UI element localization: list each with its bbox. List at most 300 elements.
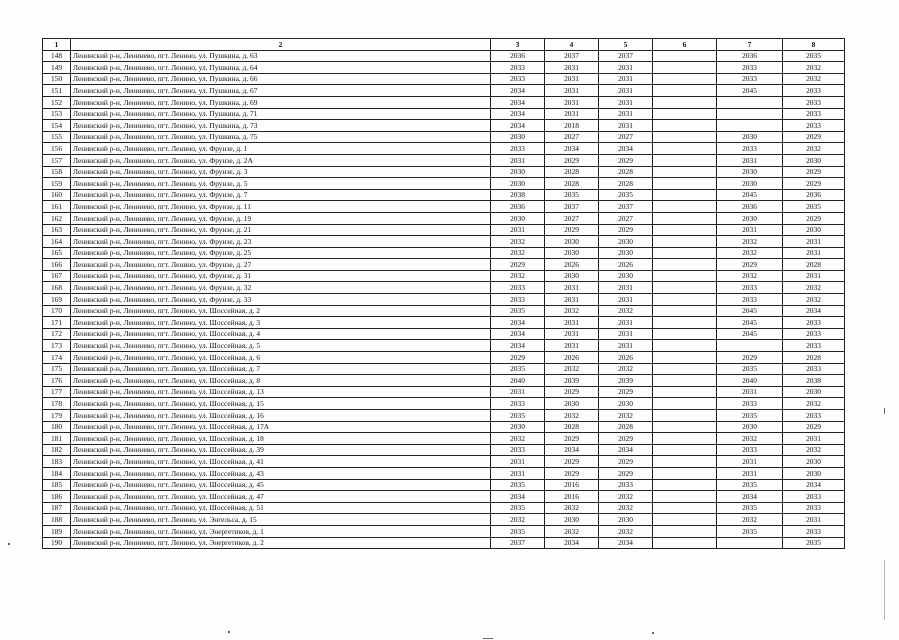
table-row xyxy=(43,73,845,85)
scan-speck xyxy=(652,632,654,634)
col7-cell: 2029 xyxy=(717,352,783,364)
col4-cell: 2031 xyxy=(545,317,599,329)
col8-cell: 2032 xyxy=(783,444,845,456)
table-row xyxy=(43,178,845,190)
col6-cell xyxy=(653,305,717,317)
col8-cell: 2029 xyxy=(783,212,845,224)
address-cell: Ленинский р-н, Ленинево, пгт. Ленино, ул. Шоссейная, д. 17А xyxy=(71,421,491,433)
row-number-cell: 149 xyxy=(43,62,71,74)
col4-cell: 2028 xyxy=(545,166,599,178)
col3-cell: 2032 xyxy=(491,514,545,526)
col7-cell: 2033 xyxy=(717,294,783,306)
col7-cell: 2029 xyxy=(717,259,783,271)
col4-cell: 2028 xyxy=(545,178,599,190)
col3-cell: 2030 xyxy=(491,212,545,224)
col6-cell xyxy=(653,178,717,190)
table-row xyxy=(43,224,845,236)
address-cell: Ленинский р-н, Ленинево, пгт. Ленино, ул. Шоссейная, д. 2 xyxy=(71,305,491,317)
col5-cell: 2031 xyxy=(599,317,653,329)
col8-cell: 2031 xyxy=(783,270,845,282)
col8-cell: 2030 xyxy=(783,224,845,236)
col7-cell: 2034 xyxy=(717,491,783,503)
col8-cell: 2030 xyxy=(783,467,845,479)
address-cell: Ленинский р-н, Ленинево, пгт. Ленино, ул. Пушкина, д. 69 xyxy=(71,96,491,108)
col7-cell xyxy=(717,108,783,120)
col5-cell: 2029 xyxy=(599,386,653,398)
column-header-5: 5 xyxy=(599,39,653,51)
table-row xyxy=(43,444,845,456)
table-row xyxy=(43,270,845,282)
col4-cell: 2037 xyxy=(545,50,599,62)
col5-cell: 2027 xyxy=(599,212,653,224)
col3-cell: 2029 xyxy=(491,259,545,271)
col3-cell: 2035 xyxy=(491,305,545,317)
col3-cell: 2038 xyxy=(491,189,545,201)
col6-cell xyxy=(653,201,717,213)
scan-mark xyxy=(483,638,493,639)
table-row xyxy=(43,386,845,398)
col8-cell: 2031 xyxy=(783,514,845,526)
table-row xyxy=(43,282,845,294)
col4-cell: 2029 xyxy=(545,467,599,479)
address-cell: Ленинский р-н, Ленинево, пгт. Ленино, ул. Шоссейная, д. 3 xyxy=(71,317,491,329)
col8-cell: 2035 xyxy=(783,50,845,62)
address-cell: Ленинский р-н, Ленинево, пгт. Ленино, ул. Фрунзе, д. 27 xyxy=(71,259,491,271)
col6-cell xyxy=(653,85,717,97)
col4-cell: 2030 xyxy=(545,514,599,526)
col7-cell: 2031 xyxy=(717,224,783,236)
row-number-cell: 189 xyxy=(43,525,71,537)
table-row xyxy=(43,502,845,514)
col5-cell: 2031 xyxy=(599,96,653,108)
address-cell: Ленинский р-н, Ленинево, пгт. Ленино, ул. Пушкина, д. 63 xyxy=(71,50,491,62)
col4-cell: 2031 xyxy=(545,73,599,85)
col8-cell: 2034 xyxy=(783,479,845,491)
address-cell: Ленинский р-н, Ленинево, пгт. Ленино, ул. Энгельса, д. 15 xyxy=(71,514,491,526)
col3-cell: 2036 xyxy=(491,50,545,62)
row-number-cell: 160 xyxy=(43,189,71,201)
col7-cell: 2045 xyxy=(717,317,783,329)
table-row xyxy=(43,317,845,329)
col8-cell: 2033 xyxy=(783,363,845,375)
col3-cell: 2033 xyxy=(491,294,545,306)
col7-cell: 2036 xyxy=(717,50,783,62)
col7-cell: 2030 xyxy=(717,166,783,178)
col8-cell: 2029 xyxy=(783,421,845,433)
col3-cell: 2031 xyxy=(491,224,545,236)
address-cell: Ленинский р-н, Ленинево, пгт. Ленино, ул. Шоссейная, д. 43 xyxy=(71,467,491,479)
table-row xyxy=(43,305,845,317)
col6-cell xyxy=(653,189,717,201)
address-cell: Ленинский р-н, Ленинево, пгт. Ленино, ул. Энергетиков, д. 2 xyxy=(71,537,491,549)
table-row xyxy=(43,189,845,201)
col3-cell: 2033 xyxy=(491,398,545,410)
col7-cell xyxy=(717,120,783,132)
col7-cell: 2045 xyxy=(717,189,783,201)
address-cell: Ленинский р-н, Ленинево, пгт. Ленино, ул. Фрунзе, д. 23 xyxy=(71,236,491,248)
col6-cell xyxy=(653,73,717,85)
row-number-cell: 181 xyxy=(43,433,71,445)
col6-cell xyxy=(653,514,717,526)
col5-cell: 2027 xyxy=(599,131,653,143)
col7-cell: 2035 xyxy=(717,410,783,422)
col3-cell: 2031 xyxy=(491,467,545,479)
col6-cell xyxy=(653,236,717,248)
col3-cell: 2033 xyxy=(491,282,545,294)
address-cell: Ленинский р-н, Ленинево, пгт. Ленино, ул. Пушкина, д. 66 xyxy=(71,73,491,85)
address-cell: Ленинский р-н, Ленинево, пгт. Ленино, ул. Пушкина, д. 64 xyxy=(71,62,491,74)
col3-cell: 2034 xyxy=(491,120,545,132)
row-number-cell: 173 xyxy=(43,340,71,352)
col7-cell: 2035 xyxy=(717,479,783,491)
col8-cell: 2032 xyxy=(783,398,845,410)
table-row xyxy=(43,456,845,468)
address-cell: Ленинский р-н, Ленинево, пгт. Ленино, ул. Шоссейная, д. 4 xyxy=(71,328,491,340)
col3-cell: 2033 xyxy=(491,143,545,155)
col4-cell: 2016 xyxy=(545,491,599,503)
col3-cell: 2032 xyxy=(491,270,545,282)
col6-cell xyxy=(653,433,717,445)
col5-cell: 2029 xyxy=(599,467,653,479)
col5-cell: 2030 xyxy=(599,236,653,248)
col3-cell: 2030 xyxy=(491,131,545,143)
col5-cell: 2028 xyxy=(599,166,653,178)
col3-cell: 2037 xyxy=(491,537,545,549)
col8-cell: 2033 xyxy=(783,317,845,329)
col6-cell xyxy=(653,502,717,514)
row-number-cell: 175 xyxy=(43,363,71,375)
col3-cell: 2033 xyxy=(491,73,545,85)
col3-cell: 2033 xyxy=(491,62,545,74)
column-header-1: 1 xyxy=(43,39,71,51)
col4-cell: 2034 xyxy=(545,143,599,155)
address-cell: Ленинский р-н, Ленинево, пгт. Ленино, ул. Фрунзе, д. 2А xyxy=(71,154,491,166)
col8-cell: 2033 xyxy=(783,491,845,503)
col5-cell: 2034 xyxy=(599,444,653,456)
col7-cell: 2032 xyxy=(717,247,783,259)
row-number-cell: 177 xyxy=(43,386,71,398)
row-number-cell: 184 xyxy=(43,467,71,479)
address-cell: Ленинский р-н, Ленинево, пгт. Ленино, ул. Фрунзе, д. 21 xyxy=(71,224,491,236)
address-cell: Ленинский р-н, Ленинево, пгт. Ленино, ул. Шоссейная, д. 7 xyxy=(71,363,491,375)
col5-cell: 2034 xyxy=(599,143,653,155)
address-cell: Ленинский р-н, Ленинево, пгт. Ленино, ул. Шоссейная, д. 51 xyxy=(71,502,491,514)
col5-cell: 2032 xyxy=(599,502,653,514)
col7-cell: 2032 xyxy=(717,433,783,445)
col3-cell: 2029 xyxy=(491,352,545,364)
row-number-cell: 158 xyxy=(43,166,71,178)
col3-cell: 2035 xyxy=(491,410,545,422)
address-cell: Ленинский р-н, Ленинево, пгт. Ленино, ул. Шоссейная, д. 18 xyxy=(71,433,491,445)
row-number-cell: 151 xyxy=(43,85,71,97)
table-row xyxy=(43,259,845,271)
row-number-cell: 161 xyxy=(43,201,71,213)
address-cell: Ленинский р-н, Ленинево, пгт. Ленино, ул. Пушкина, д. 71 xyxy=(71,108,491,120)
col6-cell xyxy=(653,363,717,375)
col5-cell: 2030 xyxy=(599,398,653,410)
col4-cell: 2027 xyxy=(545,131,599,143)
col8-cell: 2033 xyxy=(783,96,845,108)
col6-cell xyxy=(653,294,717,306)
col8-cell: 2029 xyxy=(783,131,845,143)
col7-cell: 2030 xyxy=(717,212,783,224)
table-row xyxy=(43,131,845,143)
col4-cell: 2016 xyxy=(545,479,599,491)
row-number-cell: 178 xyxy=(43,398,71,410)
col4-cell: 2030 xyxy=(545,236,599,248)
row-number-cell: 171 xyxy=(43,317,71,329)
col7-cell: 2032 xyxy=(717,514,783,526)
col3-cell: 2034 xyxy=(491,328,545,340)
col3-cell: 2030 xyxy=(491,421,545,433)
col4-cell: 2032 xyxy=(545,410,599,422)
scan-speck xyxy=(228,631,230,633)
col5-cell: 2032 xyxy=(599,491,653,503)
row-number-cell: 186 xyxy=(43,491,71,503)
col4-cell: 2032 xyxy=(545,502,599,514)
address-cell: Ленинский р-н, Ленинево, пгт. Ленино, ул. Фрунзе, д. 25 xyxy=(71,247,491,259)
col6-cell xyxy=(653,247,717,259)
col6-cell xyxy=(653,375,717,387)
address-cell: Ленинский р-н, Ленинево, пгт. Ленино, ул. Фрунзе, д. 3 xyxy=(71,166,491,178)
col6-cell xyxy=(653,270,717,282)
col4-cell: 2032 xyxy=(545,363,599,375)
table-row xyxy=(43,375,845,387)
col6-cell xyxy=(653,317,717,329)
col8-cell: 2031 xyxy=(783,433,845,445)
address-cell: Ленинский р-н, Ленинево, пгт. Ленино, ул. Шоссейная, д. 45 xyxy=(71,479,491,491)
col4-cell: 2037 xyxy=(545,201,599,213)
col6-cell xyxy=(653,444,717,456)
col8-cell: 2033 xyxy=(783,502,845,514)
col6-cell xyxy=(653,62,717,74)
col3-cell: 2036 xyxy=(491,201,545,213)
col7-cell: 2033 xyxy=(717,143,783,155)
col3-cell: 2034 xyxy=(491,317,545,329)
col8-cell: 2029 xyxy=(783,166,845,178)
col7-cell: 2033 xyxy=(717,62,783,74)
address-cell: Ленинский р-н, Ленинево, пгт. Ленино, ул. Пушкина, д. 67 xyxy=(71,85,491,97)
col7-cell: 2032 xyxy=(717,236,783,248)
col6-cell xyxy=(653,525,717,537)
col7-cell: 2031 xyxy=(717,467,783,479)
col8-cell: 2032 xyxy=(783,282,845,294)
col3-cell: 2034 xyxy=(491,491,545,503)
row-number-cell: 170 xyxy=(43,305,71,317)
column-header-4: 4 xyxy=(545,39,599,51)
col6-cell xyxy=(653,398,717,410)
table-row xyxy=(43,421,845,433)
col4-cell: 2034 xyxy=(545,537,599,549)
row-number-cell: 168 xyxy=(43,282,71,294)
col7-cell: 2035 xyxy=(717,525,783,537)
col3-cell: 2031 xyxy=(491,386,545,398)
table-body xyxy=(43,50,845,549)
col8-cell: 2033 xyxy=(783,340,845,352)
col6-cell xyxy=(653,224,717,236)
row-number-cell: 156 xyxy=(43,143,71,155)
col6-cell xyxy=(653,154,717,166)
col8-cell: 2031 xyxy=(783,247,845,259)
col7-cell: 2030 xyxy=(717,178,783,190)
col6-cell xyxy=(653,340,717,352)
col8-cell: 2038 xyxy=(783,375,845,387)
address-cell: Ленинский р-н, Ленинево, пгт. Ленино, ул. Шоссейная, д. 39 xyxy=(71,444,491,456)
table-row xyxy=(43,247,845,259)
col8-cell: 2033 xyxy=(783,328,845,340)
col8-cell: 2029 xyxy=(783,178,845,190)
col3-cell: 2032 xyxy=(491,433,545,445)
row-number-cell: 165 xyxy=(43,247,71,259)
col7-cell: 2040 xyxy=(717,375,783,387)
column-header-8: 8 xyxy=(783,39,845,51)
col4-cell: 2026 xyxy=(545,352,599,364)
col8-cell: 2032 xyxy=(783,294,845,306)
scan-edge-mark xyxy=(884,408,885,414)
col8-cell: 2028 xyxy=(783,352,845,364)
col4-cell: 2039 xyxy=(545,375,599,387)
row-number-cell: 190 xyxy=(43,537,71,549)
row-number-cell: 155 xyxy=(43,131,71,143)
col5-cell: 2037 xyxy=(599,50,653,62)
address-cell: Ленинский р-н, Ленинево, пгт. Ленино, ул. Шоссейная, д. 47 xyxy=(71,491,491,503)
col4-cell: 2032 xyxy=(545,305,599,317)
col3-cell: 2035 xyxy=(491,363,545,375)
col3-cell: 2040 xyxy=(491,375,545,387)
col5-cell: 2031 xyxy=(599,108,653,120)
col8-cell: 2032 xyxy=(783,73,845,85)
col6-cell xyxy=(653,96,717,108)
col3-cell: 2035 xyxy=(491,525,545,537)
col6-cell xyxy=(653,456,717,468)
row-number-cell: 188 xyxy=(43,514,71,526)
col5-cell: 2031 xyxy=(599,120,653,132)
col7-cell: 2045 xyxy=(717,305,783,317)
table-row xyxy=(43,154,845,166)
col4-cell: 2031 xyxy=(545,108,599,120)
table-row xyxy=(43,294,845,306)
col7-cell: 2045 xyxy=(717,85,783,97)
col6-cell xyxy=(653,212,717,224)
col6-cell xyxy=(653,386,717,398)
table-row xyxy=(43,236,845,248)
col6-cell xyxy=(653,421,717,433)
table-row xyxy=(43,363,845,375)
row-number-cell: 172 xyxy=(43,328,71,340)
table-row xyxy=(43,201,845,213)
address-cell: Ленинский р-н, Ленинево, пгт. Ленино, ул. Шоссейная, д. 5 xyxy=(71,340,491,352)
address-cell: Ленинский р-н, Ленинево, пгт. Ленино, ул. Фрунзе, д. 11 xyxy=(71,201,491,213)
col7-cell: 2036 xyxy=(717,201,783,213)
address-cell: Ленинский р-н, Ленинево, пгт. Ленино, ул. Шоссейная, д. 8 xyxy=(71,375,491,387)
table-row xyxy=(43,525,845,537)
col5-cell: 2039 xyxy=(599,375,653,387)
table-row xyxy=(43,340,845,352)
table-row xyxy=(43,537,845,549)
address-cell: Ленинский р-н, Ленинево, пгт. Ленино, ул. Шоссейная, д. 16 xyxy=(71,410,491,422)
row-number-cell: 169 xyxy=(43,294,71,306)
address-cell: Ленинский р-н, Ленинево, пгт. Ленино, ул. Фрунзе, д. 32 xyxy=(71,282,491,294)
col5-cell: 2029 xyxy=(599,224,653,236)
col3-cell: 2034 xyxy=(491,340,545,352)
col4-cell: 2029 xyxy=(545,154,599,166)
col6-cell xyxy=(653,131,717,143)
address-cell: Ленинский р-н, Ленинево, пгт. Ленино, ул. Пушкина, д. 73 xyxy=(71,120,491,132)
col6-cell xyxy=(653,120,717,132)
row-number-cell: 157 xyxy=(43,154,71,166)
table-row xyxy=(43,398,845,410)
col4-cell: 2026 xyxy=(545,259,599,271)
col8-cell: 2033 xyxy=(783,108,845,120)
col6-cell xyxy=(653,491,717,503)
address-cell: Ленинский р-н, Ленинево, пгт. Ленино, ул. Фрунзе, д. 19 xyxy=(71,212,491,224)
table-row xyxy=(43,467,845,479)
col3-cell: 2034 xyxy=(491,108,545,120)
col7-cell: 2045 xyxy=(717,328,783,340)
col7-cell: 2035 xyxy=(717,363,783,375)
col4-cell: 2030 xyxy=(545,398,599,410)
col5-cell: 2030 xyxy=(599,270,653,282)
address-cell: Ленинский р-н, Ленинево, пгт. Ленино, ул. Фрунзе, д. 31 xyxy=(71,270,491,282)
row-number-cell: 176 xyxy=(43,375,71,387)
row-number-cell: 174 xyxy=(43,352,71,364)
col3-cell: 2035 xyxy=(491,502,545,514)
col5-cell: 2031 xyxy=(599,282,653,294)
col8-cell: 2033 xyxy=(783,525,845,537)
col4-cell: 2031 xyxy=(545,282,599,294)
col7-cell xyxy=(717,537,783,549)
col6-cell xyxy=(653,108,717,120)
col8-cell: 2030 xyxy=(783,154,845,166)
row-number-cell: 187 xyxy=(43,502,71,514)
col5-cell: 2034 xyxy=(599,537,653,549)
row-number-cell: 166 xyxy=(43,259,71,271)
col5-cell: 2030 xyxy=(599,514,653,526)
col7-cell: 2035 xyxy=(717,502,783,514)
col4-cell: 2029 xyxy=(545,433,599,445)
address-cell: Ленинский р-н, Ленинево, пгт. Ленино, ул. Шоссейная, д. 41 xyxy=(71,456,491,468)
col8-cell: 2033 xyxy=(783,410,845,422)
row-number-cell: 182 xyxy=(43,444,71,456)
col6-cell xyxy=(653,282,717,294)
col3-cell: 2030 xyxy=(491,178,545,190)
column-header-3: 3 xyxy=(491,39,545,51)
col7-cell: 2033 xyxy=(717,398,783,410)
col3-cell: 2033 xyxy=(491,444,545,456)
table-row xyxy=(43,166,845,178)
col5-cell: 2029 xyxy=(599,456,653,468)
col8-cell: 2030 xyxy=(783,456,845,468)
col5-cell: 2030 xyxy=(599,247,653,259)
row-number-cell: 183 xyxy=(43,456,71,468)
col6-cell xyxy=(653,50,717,62)
row-number-cell: 153 xyxy=(43,108,71,120)
col3-cell: 2032 xyxy=(491,236,545,248)
table-row xyxy=(43,85,845,97)
col5-cell: 2031 xyxy=(599,62,653,74)
col3-cell: 2031 xyxy=(491,456,545,468)
housing-register-table xyxy=(42,38,845,549)
table-row xyxy=(43,491,845,503)
col4-cell: 2032 xyxy=(545,525,599,537)
table-row xyxy=(43,433,845,445)
col4-cell: 2035 xyxy=(545,189,599,201)
row-number-cell: 167 xyxy=(43,270,71,282)
col3-cell: 2034 xyxy=(491,85,545,97)
col7-cell: 2031 xyxy=(717,154,783,166)
col6-cell xyxy=(653,166,717,178)
column-header-7: 7 xyxy=(717,39,783,51)
